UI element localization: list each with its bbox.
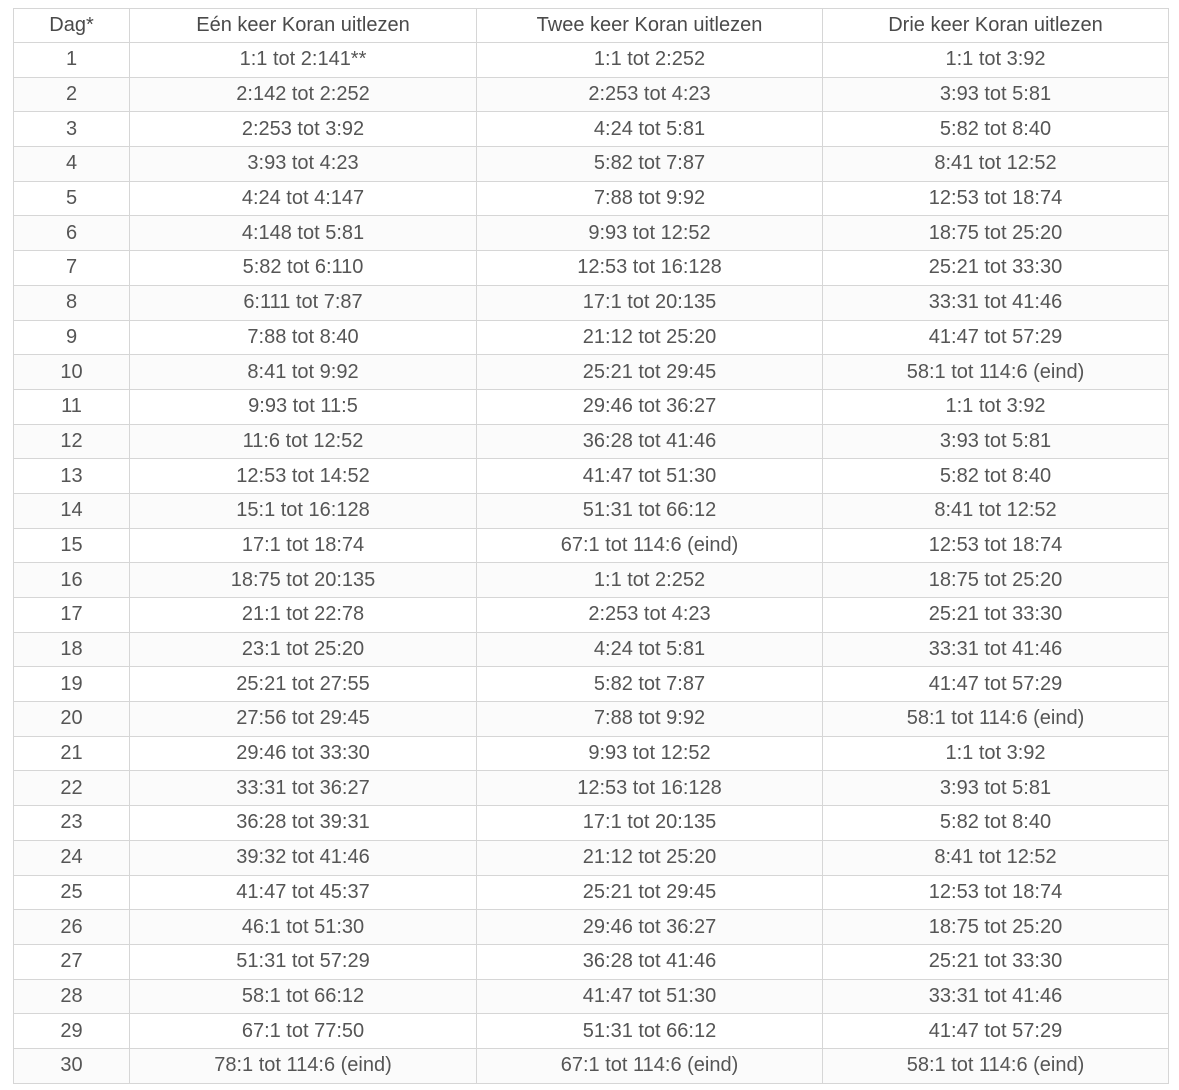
table-row (14, 598, 1169, 633)
day-cell: 4 (14, 147, 130, 182)
three-times-cell: 12:53 tot 18:74 (823, 528, 1169, 563)
three-times-cell: 3:93 tot 5:81 (823, 771, 1169, 806)
one-time-cell: 29:46 tot 33:30 (130, 736, 477, 771)
one-time-cell: 33:31 tot 36:27 (130, 771, 477, 806)
two-times-cell: 12:53 tot 16:128 (477, 251, 823, 286)
day-cell: 28 (14, 979, 130, 1014)
two-times-cell: 7:88 tot 9:92 (477, 702, 823, 737)
two-times-cell: 12:53 tot 16:128 (477, 771, 823, 806)
day-cell: 24 (14, 840, 130, 875)
one-time-cell: 78:1 tot 114:6 (eind) (130, 1048, 477, 1083)
two-times-cell: 1:1 tot 2:252 (477, 43, 823, 78)
one-time-cell: 11:6 tot 12:52 (130, 424, 477, 459)
three-times-cell: 41:47 tot 57:29 (823, 1014, 1169, 1049)
day-cell: 27 (14, 944, 130, 979)
day-cell: 3 (14, 112, 130, 147)
three-times-cell: 12:53 tot 18:74 (823, 181, 1169, 216)
two-times-cell: 51:31 tot 66:12 (477, 1014, 823, 1049)
day-cell: 19 (14, 667, 130, 702)
day-cell: 17 (14, 598, 130, 633)
day-cell: 22 (14, 771, 130, 806)
table-row (14, 320, 1169, 355)
header-two-times: Twee keer Koran uitlezen (477, 9, 823, 43)
one-time-cell: 5:82 tot 6:110 (130, 251, 477, 286)
one-time-cell: 67:1 tot 77:50 (130, 1014, 477, 1049)
one-time-cell: 58:1 tot 66:12 (130, 979, 477, 1014)
two-times-cell: 41:47 tot 51:30 (477, 979, 823, 1014)
two-times-cell: 41:47 tot 51:30 (477, 459, 823, 494)
table-row (14, 875, 1169, 910)
three-times-cell: 8:41 tot 12:52 (823, 840, 1169, 875)
two-times-cell: 2:253 tot 4:23 (477, 77, 823, 112)
three-times-cell: 33:31 tot 41:46 (823, 632, 1169, 667)
table-row (14, 112, 1169, 147)
table-row (14, 1014, 1169, 1049)
three-times-cell: 1:1 tot 3:92 (823, 43, 1169, 78)
table-row (14, 632, 1169, 667)
table-header (14, 9, 1169, 43)
day-cell: 13 (14, 459, 130, 494)
table-row (14, 424, 1169, 459)
three-times-cell: 41:47 tot 57:29 (823, 667, 1169, 702)
three-times-cell: 25:21 tot 33:30 (823, 251, 1169, 286)
two-times-cell: 67:1 tot 114:6 (eind) (477, 528, 823, 563)
day-cell: 20 (14, 702, 130, 737)
table-row (14, 702, 1169, 737)
two-times-cell: 36:28 tot 41:46 (477, 424, 823, 459)
two-times-cell: 29:46 tot 36:27 (477, 910, 823, 945)
table-row (14, 493, 1169, 528)
day-cell: 6 (14, 216, 130, 251)
day-cell: 10 (14, 355, 130, 390)
three-times-cell: 25:21 tot 33:30 (823, 598, 1169, 633)
header-one-time: Eén keer Koran uitlezen (130, 9, 477, 43)
table-row (14, 355, 1169, 390)
one-time-cell: 6:111 tot 7:87 (130, 285, 477, 320)
three-times-cell: 18:75 tot 25:20 (823, 563, 1169, 598)
header-day: Dag* (14, 9, 130, 43)
day-cell: 26 (14, 910, 130, 945)
one-time-cell: 46:1 tot 51:30 (130, 910, 477, 945)
three-times-cell: 8:41 tot 12:52 (823, 493, 1169, 528)
two-times-cell: 5:82 tot 7:87 (477, 667, 823, 702)
one-time-cell: 21:1 tot 22:78 (130, 598, 477, 633)
one-time-cell: 1:1 tot 2:141** (130, 43, 477, 78)
one-time-cell: 4:24 tot 4:147 (130, 181, 477, 216)
two-times-cell: 25:21 tot 29:45 (477, 355, 823, 390)
one-time-cell: 2:253 tot 3:92 (130, 112, 477, 147)
table-row (14, 736, 1169, 771)
two-times-cell: 25:21 tot 29:45 (477, 875, 823, 910)
table-row (14, 389, 1169, 424)
table-row (14, 459, 1169, 494)
two-times-cell: 17:1 tot 20:135 (477, 806, 823, 841)
one-time-cell: 17:1 tot 18:74 (130, 528, 477, 563)
one-time-cell: 7:88 tot 8:40 (130, 320, 477, 355)
one-time-cell: 27:56 tot 29:45 (130, 702, 477, 737)
one-time-cell: 41:47 tot 45:37 (130, 875, 477, 910)
three-times-cell: 18:75 tot 25:20 (823, 910, 1169, 945)
two-times-cell: 2:253 tot 4:23 (477, 598, 823, 633)
one-time-cell: 4:148 tot 5:81 (130, 216, 477, 251)
table-row (14, 285, 1169, 320)
day-cell: 2 (14, 77, 130, 112)
two-times-cell: 1:1 tot 2:252 (477, 563, 823, 598)
three-times-cell: 41:47 tot 57:29 (823, 320, 1169, 355)
three-times-cell: 5:82 tot 8:40 (823, 112, 1169, 147)
table-row (14, 806, 1169, 841)
header-row (14, 9, 1169, 43)
day-cell: 9 (14, 320, 130, 355)
three-times-cell: 33:31 tot 41:46 (823, 979, 1169, 1014)
day-cell: 1 (14, 43, 130, 78)
two-times-cell: 51:31 tot 66:12 (477, 493, 823, 528)
table-row (14, 979, 1169, 1014)
table-row (14, 563, 1169, 598)
day-cell: 11 (14, 389, 130, 424)
day-cell: 5 (14, 181, 130, 216)
two-times-cell: 4:24 tot 5:81 (477, 112, 823, 147)
one-time-cell: 25:21 tot 27:55 (130, 667, 477, 702)
table-row (14, 667, 1169, 702)
day-cell: 15 (14, 528, 130, 563)
table-row (14, 43, 1169, 78)
three-times-cell: 8:41 tot 12:52 (823, 147, 1169, 182)
day-cell: 8 (14, 285, 130, 320)
day-cell: 7 (14, 251, 130, 286)
one-time-cell: 39:32 tot 41:46 (130, 840, 477, 875)
two-times-cell: 7:88 tot 9:92 (477, 181, 823, 216)
two-times-cell: 29:46 tot 36:27 (477, 389, 823, 424)
one-time-cell: 18:75 tot 20:135 (130, 563, 477, 598)
two-times-cell: 21:12 tot 25:20 (477, 840, 823, 875)
table-row (14, 1048, 1169, 1083)
three-times-cell: 25:21 tot 33:30 (823, 944, 1169, 979)
two-times-cell: 9:93 tot 12:52 (477, 216, 823, 251)
table-body (14, 43, 1169, 1084)
two-times-cell: 67:1 tot 114:6 (eind) (477, 1048, 823, 1083)
day-cell: 18 (14, 632, 130, 667)
three-times-cell: 58:1 tot 114:6 (eind) (823, 355, 1169, 390)
three-times-cell: 18:75 tot 25:20 (823, 216, 1169, 251)
three-times-cell: 58:1 tot 114:6 (eind) (823, 1048, 1169, 1083)
header-three-times: Drie keer Koran uitlezen (823, 9, 1169, 43)
day-cell: 16 (14, 563, 130, 598)
three-times-cell: 3:93 tot 5:81 (823, 424, 1169, 459)
table-row (14, 216, 1169, 251)
day-cell: 21 (14, 736, 130, 771)
two-times-cell: 17:1 tot 20:135 (477, 285, 823, 320)
three-times-cell: 33:31 tot 41:46 (823, 285, 1169, 320)
one-time-cell: 9:93 tot 11:5 (130, 389, 477, 424)
table-row (14, 944, 1169, 979)
table-row (14, 771, 1169, 806)
one-time-cell: 3:93 tot 4:23 (130, 147, 477, 182)
three-times-cell: 58:1 tot 114:6 (eind) (823, 702, 1169, 737)
three-times-cell: 3:93 tot 5:81 (823, 77, 1169, 112)
day-cell: 14 (14, 493, 130, 528)
day-cell: 30 (14, 1048, 130, 1083)
one-time-cell: 36:28 tot 39:31 (130, 806, 477, 841)
two-times-cell: 5:82 tot 7:87 (477, 147, 823, 182)
one-time-cell: 2:142 tot 2:252 (130, 77, 477, 112)
three-times-cell: 1:1 tot 3:92 (823, 736, 1169, 771)
three-times-cell: 5:82 tot 8:40 (823, 806, 1169, 841)
day-cell: 29 (14, 1014, 130, 1049)
one-time-cell: 23:1 tot 25:20 (130, 632, 477, 667)
one-time-cell: 51:31 tot 57:29 (130, 944, 477, 979)
table-row (14, 528, 1169, 563)
table-row (14, 251, 1169, 286)
day-cell: 23 (14, 806, 130, 841)
two-times-cell: 21:12 tot 25:20 (477, 320, 823, 355)
two-times-cell: 4:24 tot 5:81 (477, 632, 823, 667)
day-cell: 12 (14, 424, 130, 459)
two-times-cell: 9:93 tot 12:52 (477, 736, 823, 771)
table-row (14, 147, 1169, 182)
table-row (14, 910, 1169, 945)
three-times-cell: 1:1 tot 3:92 (823, 389, 1169, 424)
one-time-cell: 8:41 tot 9:92 (130, 355, 477, 390)
table-row (14, 840, 1169, 875)
table-row (14, 77, 1169, 112)
one-time-cell: 15:1 tot 16:128 (130, 493, 477, 528)
quran-reading-schedule-table (13, 8, 1169, 1084)
three-times-cell: 5:82 tot 8:40 (823, 459, 1169, 494)
two-times-cell: 36:28 tot 41:46 (477, 944, 823, 979)
three-times-cell: 12:53 tot 18:74 (823, 875, 1169, 910)
day-cell: 25 (14, 875, 130, 910)
one-time-cell: 12:53 tot 14:52 (130, 459, 477, 494)
table-row (14, 181, 1169, 216)
